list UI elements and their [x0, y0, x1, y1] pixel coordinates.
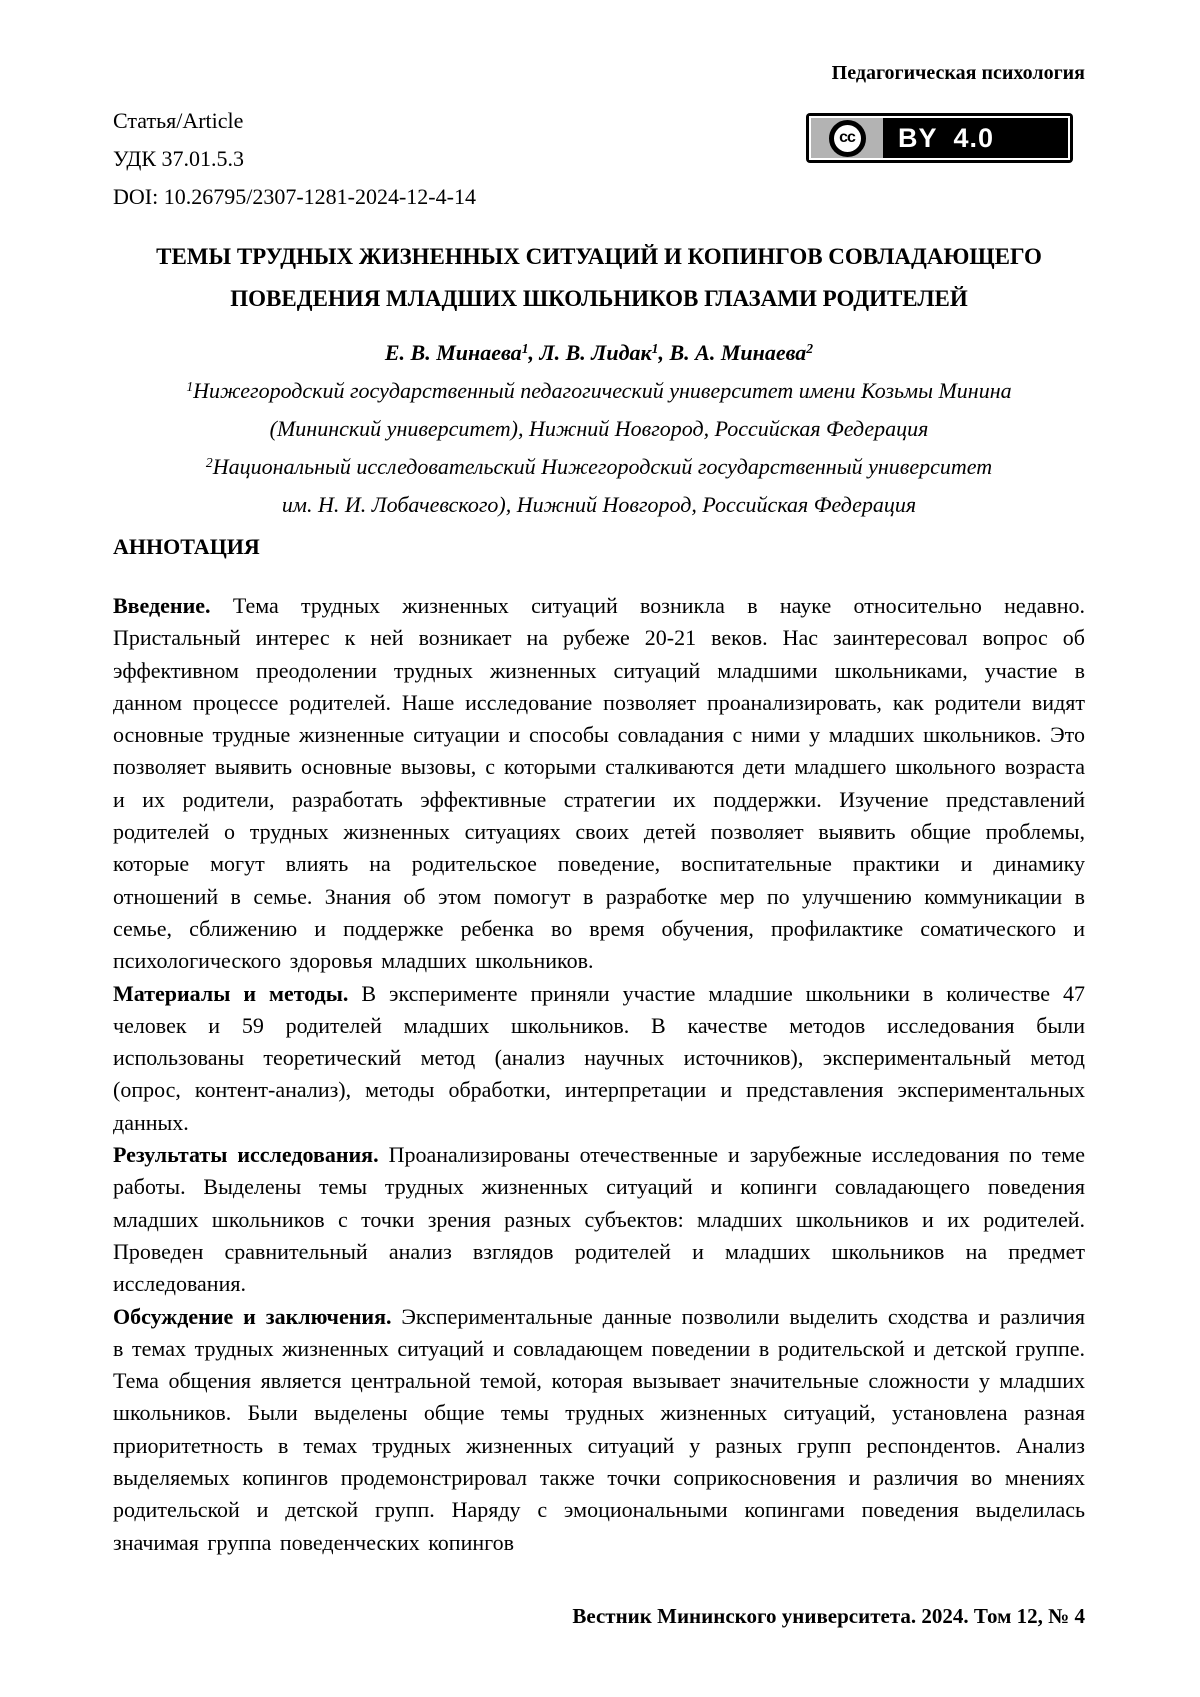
udc-number: УДК 37.01.5.3	[113, 146, 245, 171]
affiliation-text: (Мининский университет), Нижний Новгород, Российская Федерация	[269, 416, 929, 441]
author-name: Е. В. Минаева	[384, 340, 522, 365]
journal-footer: Вестник Мининского университета. 2024. Том 12, № 4	[572, 1604, 1085, 1628]
paragraph-materials-methods	[113, 978, 1085, 1139]
paragraph-label: Введение.	[113, 593, 211, 618]
paragraph-discussion-conclusions	[113, 1301, 1085, 1559]
author-affiliation-sup: 2	[806, 341, 814, 357]
doi-line: DOI: 10.26795/2307-1281-2024-12-4-14	[113, 184, 476, 209]
paragraph-results	[113, 1139, 1085, 1300]
author-separator: ,	[658, 340, 670, 365]
title-line-2: ПОВЕДЕНИЯ МЛАДШИХ ШКОЛЬНИКОВ ГЛАЗАМИ РОДИТЕЛЕЙ	[230, 286, 968, 311]
author-separator: ,	[528, 340, 540, 365]
paragraph-introduction	[113, 590, 1085, 978]
author-affiliation-sup: 1	[521, 341, 529, 357]
paragraph-text: Экспериментальные данные позволили выделить сходства и различия в темах трудных жизненных ситуаций и совладающем поведении в родительской и детской группе. Тема общения является центральной темой, которая вызывает значительные сложности у младших школьников. Были выделены общие темы трудных жизненных ситуаций, установлена разная приоритетность в темах трудных жизненных ситуаций у разных групп респондентов. Анализ выделяемых копингов продемонстрировал также точки соприкосновения и различия во мнениях родительской и детской групп. Наряду с эмоциональными копингами поведения выделилась значимая группа поведенческих копингов	[113, 1303, 1085, 1555]
paragraph-text: В эксперименте приняли участие младшие школьники в количестве 47 человек и 59 родителей младших школьников. В качестве методов исследования были использованы теоретический метод (анализ научных источников), экспериментальный метод (опрос, контент-анализ), методы обработки, интерпретации и представления экспериментальных данных.	[113, 980, 1085, 1135]
affiliation-sup: 1	[186, 379, 194, 395]
cc-badge-frame	[809, 116, 1070, 160]
affiliation-text: Национальный исследовательский Нижегородский государственный университет	[212, 454, 993, 479]
author-name: Л. В. Лидак	[539, 340, 652, 365]
authors-line	[113, 338, 1085, 368]
affiliation-text: им. Н. И. Лобачевского), Нижний Новгород, Российская Федерация	[281, 492, 917, 517]
paragraph-text: Проанализированы отечественные и зарубежные исследования по теме работы. Выделены темы трудных жизненных ситуаций и копинги совладающего поведения младших школьников с точки зрения разных субъектов: младших школьников и их родителей. Проведен сравнительный анализ взглядов родителей и младших школьников на предмет исследования.	[113, 1142, 1085, 1297]
paragraph-label: Материалы и методы.	[113, 980, 349, 1006]
paragraph-label: Результаты исследования.	[113, 1142, 379, 1168]
license-label: BY 4.0	[898, 122, 995, 153]
cc-by-license-badge	[806, 113, 1073, 163]
article-title	[113, 236, 1085, 320]
journal-section-label: Педагогическая психология	[831, 62, 1085, 84]
article-type: Статья/Article	[113, 108, 244, 133]
affiliations-block	[113, 372, 1085, 524]
paragraph-label: Обсуждение и заключения.	[113, 1303, 392, 1329]
title-line-1: ТЕМЫ ТРУДНЫХ ЖИЗНЕННЫХ СИТУАЦИЙ И КОПИНГОВ СОВЛАДАЮЩЕГО	[156, 244, 1042, 269]
cc-icon: cc	[829, 120, 866, 157]
author-name: В. А. Минаева	[669, 340, 807, 365]
paragraph-text: Тема трудных жизненных ситуаций возникла в науке относительно недавно. Пристальный интерес к ней возникает на рубеже 20-21 веков. Нас заинтересовал вопрос об эффективном преодолении трудных жизненных ситуаций младшими школьниками, участие в данном процессе родителей. Наше исследование позволяет проанализировать, как родители видят основные трудные жизненные ситуации и способы совладания с ними у младших школьников. Это позволяет выявить основные вызовы, с которыми сталкиваются дети младшего школьного возраста и их родители, разработать эффективные стратегии их поддержки. Изучение представлений родителей о трудных жизненных ситуациях своих детей позволяет выявить общие проблемы, которые могут влиять на родительское поведение, воспитательные практики и динамику отношений в семье. Знания об этом помогут в разработке мер по улучшению коммуникации в семье, сближению и поддержке ребенка во время обучения, профилактике соматического и психологического здоровья младших школьников.	[113, 593, 1086, 974]
cc-logo-panel	[811, 118, 883, 158]
abstract-body	[113, 590, 1085, 1559]
affiliation-1	[113, 372, 1085, 448]
author-affiliation-sup: 1	[651, 341, 659, 357]
abstract-heading: АННОТАЦИЯ	[113, 534, 260, 559]
affiliation-text: Нижегородский государственный педагогический университет имени Козьмы Минина	[193, 378, 1012, 403]
affiliation-sup: 2	[205, 455, 213, 471]
affiliation-2	[113, 448, 1085, 524]
